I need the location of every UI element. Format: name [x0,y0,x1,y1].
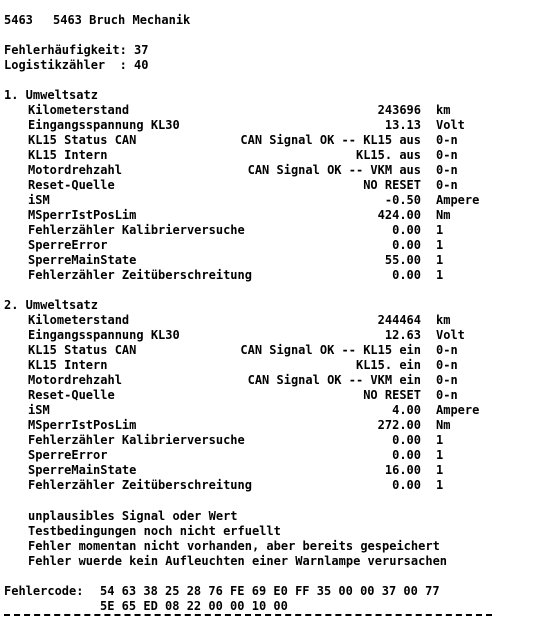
row-unit: 1 [436,433,444,447]
data-row [0,253,548,268]
section-title: 2. Umweltsatz [4,298,98,312]
separator-line [4,614,492,622]
fehlercode-bytes-2: 5E 65 ED 08 22 00 00 10 00 [100,599,288,613]
data-row [0,163,548,178]
fehlercode-line-1 [0,584,548,599]
row-unit: km [436,313,451,327]
row-value: 16.00 [384,463,421,477]
row-value: 0.00 [392,223,421,237]
section-title-line [0,298,548,313]
row-value: 0.00 [392,448,421,462]
data-row [0,478,548,493]
row-value: 0.00 [392,478,421,492]
note-line [0,524,548,539]
row-unit: 0-n [436,358,458,372]
data-row [0,403,548,418]
row-label: Eingangsspannung KL30 [28,328,180,342]
data-row [0,463,548,478]
data-row [0,193,548,208]
row-unit: 1 [436,223,444,237]
data-row [0,208,548,223]
fehlercode-line-2 [0,599,548,614]
row-value: 55.00 [384,253,421,267]
data-row [0,133,548,148]
row-value: KL15. ein [355,358,421,372]
row-label: Reset-Quelle [28,178,115,192]
row-value: KL15. aus [355,148,421,162]
row-unit: 1 [436,478,444,492]
data-row [0,223,548,238]
row-unit: 0-n [436,388,458,402]
data-row [0,148,548,163]
row-label: KL15 Status CAN [28,133,137,147]
row-unit: 0-n [436,178,458,192]
row-value: 13.13 [384,118,421,132]
row-label: KL15 Status CAN [28,343,137,357]
note-text: Fehler wuerde kein Aufleuchten einer Warnlampe verursachen [28,554,448,568]
data-row [0,358,548,373]
row-label: Fehlerzähler Zeitüberschreitung [28,268,252,282]
row-value: CAN Signal OK -- VKM aus [247,163,421,177]
row-unit: Volt [436,118,465,132]
row-label: SperreError [28,238,108,252]
row-unit: Nm [436,418,451,432]
data-row [0,118,548,133]
fehlercode-bytes-1: 54 63 38 25 28 76 FE 69 E0 FF 35 00 00 37 00 77 [100,584,440,598]
row-label: Kilometerstand [28,103,130,117]
row-value: -0.50 [384,193,421,207]
data-row [0,448,548,463]
note-line [0,539,548,554]
row-label: MSperrIstPosLim [28,208,137,222]
row-value: 424.00 [377,208,421,222]
note-text: unplausibles Signal oder Wert [28,509,238,523]
row-unit: Ampere [436,193,480,207]
data-row [0,433,548,448]
row-label: KL15 Intern [28,358,108,372]
header-line [0,13,548,28]
row-unit: 0-n [436,163,458,177]
row-label: Kilometerstand [28,313,130,327]
row-value: 244464 [377,313,421,327]
row-value: 12.63 [384,328,421,342]
note-text: Testbedingungen noch nicht erfuellt [28,524,281,538]
row-unit: 0-n [436,148,458,162]
row-unit: Nm [436,208,451,222]
row-value: 0.00 [392,268,421,282]
row-label: Motordrehzahl [28,163,122,177]
row-value: 272.00 [377,418,421,432]
row-label: SperreMainState [28,463,137,477]
data-row [0,313,548,328]
row-unit: Volt [436,328,465,342]
data-row [0,178,548,193]
data-row [0,418,548,433]
fehlerhaeufigkeit-line [0,43,548,58]
data-row [0,328,548,343]
data-row [0,373,548,388]
row-label: Reset-Quelle [28,388,115,402]
logistikzaehler-text: Logistikzähler : 40 [4,58,149,72]
row-unit: Ampere [436,403,480,417]
row-label: Motordrehzahl [28,373,122,387]
row-label: SperreError [28,448,108,462]
row-label: Eingangsspannung KL30 [28,118,180,132]
row-unit: 1 [436,448,444,462]
row-value: 243696 [377,103,421,117]
row-unit: 1 [436,253,444,267]
section-title: 1. Umweltsatz [4,88,98,102]
row-unit: 0-n [436,133,458,147]
note-line [0,554,548,569]
row-value: NO RESET [363,388,421,402]
row-value: NO RESET [363,178,421,192]
row-unit: 1 [436,463,444,477]
row-value: 4.00 [392,403,421,417]
row-label: Fehlerzähler Zeitüberschreitung [28,478,252,492]
fehlerhaeufigkeit-text: Fehlerhäufigkeit: 37 [4,43,149,57]
row-unit: 0-n [436,373,458,387]
note-line [0,509,548,524]
data-row [0,343,548,358]
fault-title: 5463 Bruch Mechanik [53,13,191,27]
row-label: SperreMainState [28,253,137,267]
row-label: Fehlerzähler Kalibrierversuche [28,223,245,237]
row-value: 0.00 [392,238,421,252]
data-row [0,268,548,283]
row-value: CAN Signal OK -- VKM ein [247,373,421,387]
row-unit: km [436,103,451,117]
fehlercode-label: Fehlercode: [4,584,84,598]
row-label: Fehlerzähler Kalibrierversuche [28,433,245,447]
data-row [0,103,548,118]
logistikzaehler-line [0,58,548,73]
row-label: KL15 Intern [28,148,108,162]
row-label: iSM [28,403,50,417]
section-title-line [0,88,548,103]
data-row [0,388,548,403]
note-text: Fehler momentan nicht vorhanden, aber bereits gespeichert [28,539,440,553]
fault-code-number: 5463 [4,13,33,27]
row-label: MSperrIstPosLim [28,418,137,432]
row-unit: 0-n [436,343,458,357]
row-value: CAN Signal OK -- KL15 ein [240,343,421,357]
row-label: iSM [28,193,50,207]
row-unit: 1 [436,238,444,252]
data-row [0,238,548,253]
row-value: 0.00 [392,433,421,447]
row-unit: 1 [436,268,444,282]
row-value: CAN Signal OK -- KL15 aus [240,133,421,147]
